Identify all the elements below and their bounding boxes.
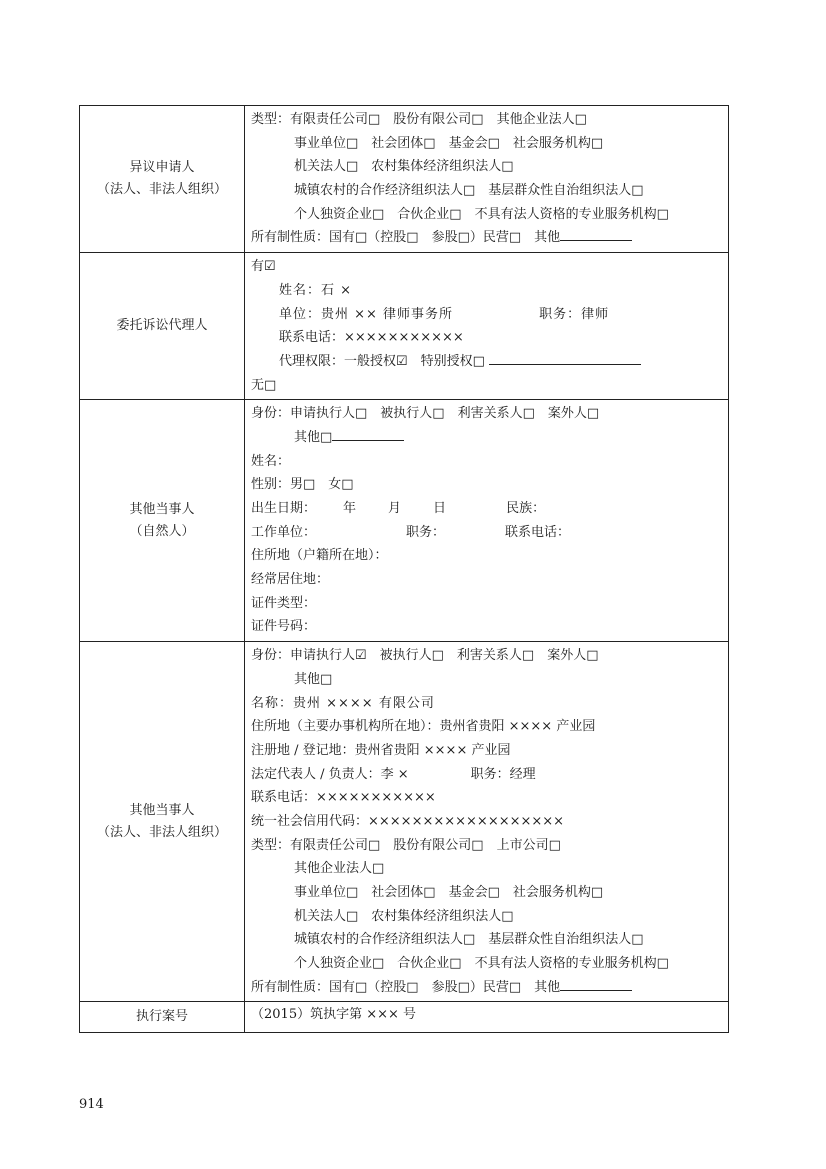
ownership-line bbox=[251, 976, 728, 1000]
ethnicity-label: 民族： bbox=[506, 501, 546, 516]
legal-rep: 法定代表人 / 负责人：李 × bbox=[251, 766, 409, 782]
label-line: 其他当事人 bbox=[129, 501, 195, 517]
other-person-label bbox=[80, 400, 245, 642]
case-row bbox=[80, 1002, 729, 1033]
other-line bbox=[251, 426, 728, 450]
page-number: 914 bbox=[79, 1097, 104, 1112]
agent-position: 职务：律师 bbox=[539, 306, 610, 322]
blank-line bbox=[332, 426, 404, 441]
other-org-content bbox=[245, 642, 729, 1002]
agent-authority: 代理权限：一般授权☑ 特别授权□ bbox=[279, 353, 485, 369]
ownership-text: 所有制性质：国有□（控股□ 参股□）民营□ 其他 bbox=[251, 230, 561, 246]
rep-position: 职务：经理 bbox=[470, 766, 536, 782]
type-line: 机关法人□ 农村集体经济组织法人□ bbox=[294, 159, 514, 175]
phone-label: 联系电话： bbox=[505, 524, 571, 540]
agent-unit-line bbox=[251, 303, 728, 327]
form-table bbox=[79, 105, 729, 1033]
agent-row bbox=[80, 253, 729, 400]
work-line bbox=[251, 521, 728, 545]
agent-content bbox=[245, 253, 729, 400]
label-line: （法人、非法人组织） bbox=[96, 182, 227, 198]
id-number-line: 证件号码： bbox=[251, 619, 317, 635]
credit-code-line: 统一社会信用代码：×××××××××××××××××× bbox=[251, 813, 565, 829]
year-label: 年 bbox=[343, 501, 357, 516]
type-line: 个人独资企业□ 合伙企业□ 不具有法人资格的专业服务机构□ bbox=[294, 956, 669, 972]
org-registered-line: 注册地 / 登记地：贵州省贵阳 ×××× 产业园 bbox=[251, 742, 511, 758]
applicant-org-content bbox=[245, 106, 729, 253]
other-text: 其他□ bbox=[294, 429, 333, 445]
gender-line: 性别：男□ 女□ bbox=[251, 477, 354, 493]
org-phone-line: 联系电话：××××××××××× bbox=[251, 790, 436, 806]
habitual-line: 经常居住地： bbox=[251, 572, 330, 588]
case-label bbox=[80, 1002, 245, 1033]
type-line: 事业单位□ 社会团体□ 基金会□ 社会服务机构□ bbox=[294, 135, 604, 151]
label-line: 委托诉讼代理人 bbox=[116, 318, 208, 334]
case-content bbox=[245, 1002, 729, 1033]
identity-line: 身份：申请执行人☑ 被执行人□ 利害关系人□ 案外人□ bbox=[251, 648, 599, 664]
other-person-content bbox=[245, 400, 729, 642]
applicant-org-row bbox=[80, 106, 729, 253]
legal-rep-line bbox=[251, 763, 728, 787]
type-line: 其他企业法人□ bbox=[294, 861, 385, 877]
work-unit-label: 工作单位： bbox=[251, 524, 317, 540]
type-line: 事业单位□ 社会团体□ 基金会□ 社会服务机构□ bbox=[294, 885, 604, 900]
id-type-line: 证件类型： bbox=[251, 595, 317, 611]
label-line: 执行案号 bbox=[135, 1009, 188, 1025]
month-label: 月 bbox=[388, 501, 402, 516]
label-line: 异议申请人 bbox=[129, 160, 195, 176]
type-line: 城镇农村的合作经济组织法人□ 基层群众性自治组织法人□ bbox=[294, 932, 644, 948]
agent-none: 无□ bbox=[251, 377, 277, 393]
agent-phone: 联系电话：××××××××××× bbox=[279, 330, 464, 346]
label-line: （自然人） bbox=[129, 523, 195, 539]
position-label: 职务： bbox=[406, 524, 446, 540]
blank-line bbox=[560, 226, 632, 241]
type-line: 类型：有限责任公司□ 股份有限公司□ 其他企业法人□ bbox=[251, 112, 587, 127]
type-line: 类型：有限责任公司□ 股份有限公司□ 上市公司□ bbox=[251, 837, 561, 853]
other-org-row bbox=[80, 642, 729, 1002]
type-line: 个人独资企业□ 合伙企业□ 不具有法人资格的专业服务机构□ bbox=[294, 206, 669, 222]
label-line: 其他当事人 bbox=[129, 802, 195, 818]
org-name-line: 名称：贵州 ×××× 有限公司 bbox=[251, 695, 435, 711]
ownership-line bbox=[251, 226, 728, 250]
other-line: 其他□ bbox=[294, 671, 333, 687]
label-line: （法人、非法人组织） bbox=[96, 824, 227, 840]
type-line: 城镇农村的合作经济组织法人□ 基层群众性自治组织法人□ bbox=[294, 183, 644, 199]
case-number: （2015）筑执字第 ××× 号 bbox=[251, 1007, 417, 1023]
agent-has: 有☑ bbox=[251, 259, 276, 275]
blank-line bbox=[560, 976, 632, 991]
day-label: 日 bbox=[433, 501, 447, 516]
ownership-text: 所有制性质：国有□（控股□ 参股□）民营□ 其他 bbox=[251, 979, 561, 995]
agent-name: 姓名：石 × bbox=[279, 282, 353, 298]
blank-line bbox=[489, 350, 641, 365]
agent-unit: 单位：贵州 ×× 律师事务所 bbox=[279, 306, 454, 322]
applicant-org-label bbox=[80, 106, 245, 253]
residence-line: 住所地（户籍所在地）： bbox=[251, 548, 388, 564]
type-line: 机关法人□ 农村集体经济组织法人□ bbox=[294, 908, 514, 924]
name-line: 姓名： bbox=[251, 453, 291, 469]
agent-authority-line bbox=[251, 350, 728, 374]
identity-line: 身份：申请执行人□ 被执行人□ 利害关系人□ 案外人□ bbox=[251, 406, 600, 422]
birth-line bbox=[251, 497, 728, 521]
org-address-line: 住所地（主要办事机构所在地）：贵州省贵阳 ×××× 产业园 bbox=[251, 719, 596, 735]
other-org-label bbox=[80, 642, 245, 1002]
other-person-row bbox=[80, 400, 729, 642]
birth-label: 出生日期： bbox=[251, 501, 317, 516]
agent-label bbox=[80, 253, 245, 400]
